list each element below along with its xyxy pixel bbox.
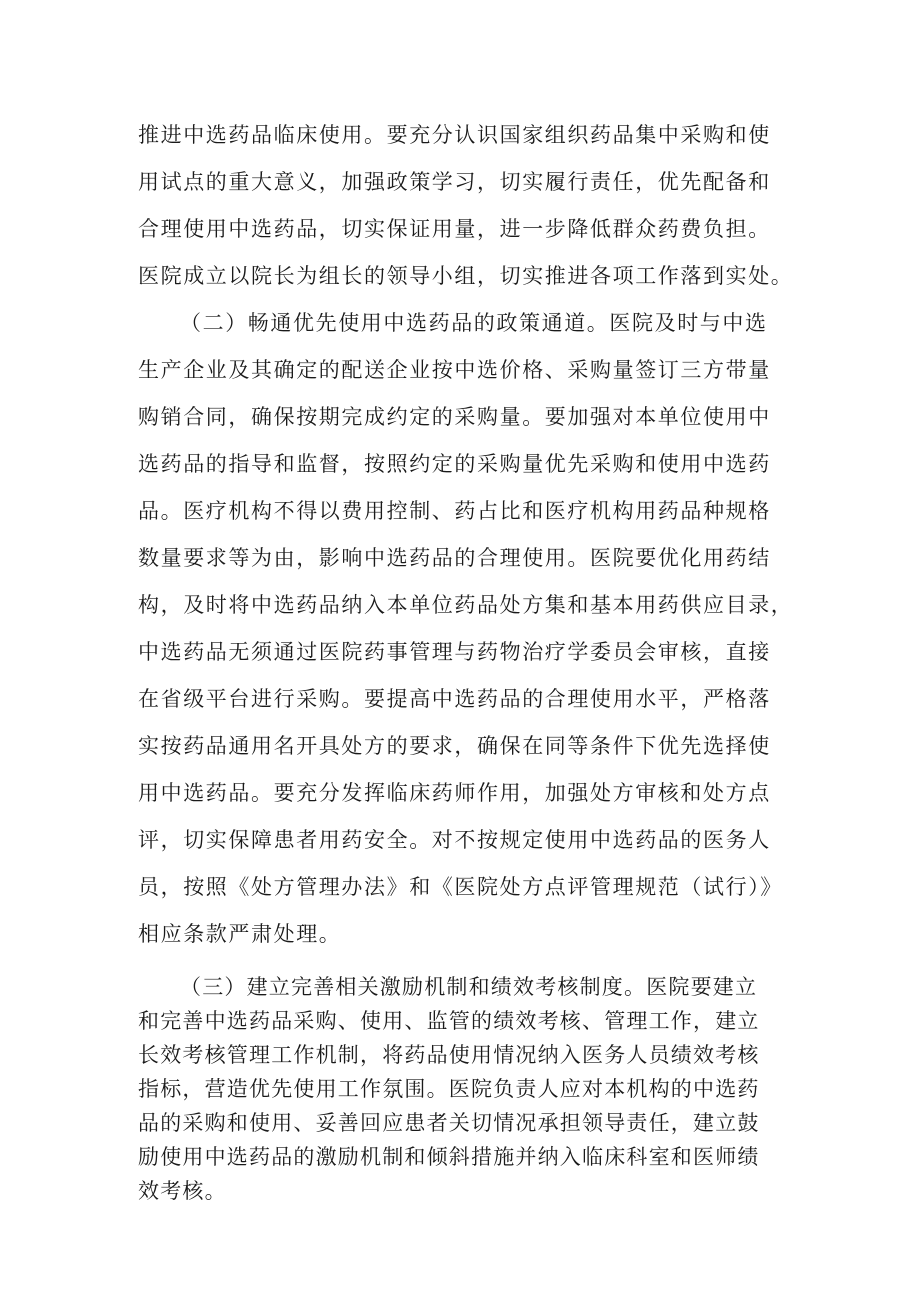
- paragraph-line: 品的采购和使用、妥善回应患者关切情况承担领导责任，建立鼓: [138, 1111, 760, 1135]
- paragraph-line: 实按药品通用名开具处方的要求，确保在同等条件下优先选择使: [138, 734, 771, 758]
- paragraph-spacer: [138, 958, 798, 970]
- paragraph-line: 中选药品无须通过医院药事管理与药物治疗学委员会审核，直接: [138, 640, 771, 664]
- paragraph-line: 励使用中选药品的激励机制和倾斜措施并纳入临床科室和医师绩: [138, 1145, 760, 1169]
- paragraph-line: 相应条款严肃处理。: [138, 922, 342, 946]
- paragraph-1: [138, 112, 798, 300]
- document-page: [138, 112, 798, 1208]
- paragraph-line: 长效考核管理工作机制，将药品使用情况纳入医务人员绩效考核: [138, 1043, 760, 1067]
- paragraph-line: 推进中选药品临床使用。要充分认识国家组织药品集中采购和使: [138, 123, 771, 147]
- paragraph-line: 用试点的重大意义，加强政策学习，切实履行责任，优先配备和: [138, 170, 771, 194]
- paragraph-line: 评，切实保障患者用药安全。对不按规定使用中选药品的医务人: [138, 828, 771, 852]
- paragraph-line: 合理使用中选药品，切实保证用量，进一步降低群众药费负担。: [138, 217, 771, 241]
- paragraph-line: 构，及时将中选药品纳入本单位药品处方集和基本用药供应目录，: [138, 593, 794, 617]
- paragraph-line: 选药品的指导和监督，按照约定的采购量优先采购和使用中选药: [138, 452, 771, 476]
- paragraph-line: 数量要求等为由，影响中选药品的合理使用。医院要优化用药结: [138, 546, 771, 570]
- paragraph-2: [138, 300, 798, 958]
- paragraph-3: [138, 970, 798, 1208]
- paragraph-line: 指标，营造优先使用工作氛围。医院负责人应对本机构的中选药: [138, 1077, 760, 1101]
- paragraph-line: （二）畅通优先使用中选药品的政策通道。医院及时与中选: [180, 311, 768, 335]
- paragraph-line: 生产企业及其确定的配送企业按中选价格、采购量签订三方带量: [138, 358, 771, 382]
- paragraph-line: 品。医疗机构不得以费用控制、药占比和医疗机构用药品种规格: [138, 499, 771, 523]
- paragraph-line: 用中选药品。要充分发挥临床药师作用，加强处方审核和处方点: [138, 781, 771, 805]
- paragraph-line: 购销合同，确保按期完成约定的采购量。要加强对本单位使用中: [138, 405, 771, 429]
- paragraph-line: 员，按照《处方管理办法》和《医院处方点评管理规范（试行）》: [138, 875, 783, 899]
- paragraph-line: 效考核。: [138, 1179, 227, 1203]
- paragraph-line: （三）建立完善相关激励机制和绩效考核制度。医院要建立: [180, 975, 758, 999]
- paragraph-line: 医院成立以院长为组长的领导小组，切实推进各项工作落到实处。: [138, 264, 794, 288]
- paragraph-line: 在省级平台进行采购。要提高中选药品的合理使用水平，严格落: [138, 687, 771, 711]
- paragraph-line: 和完善中选药品采购、使用、监管的绩效考核、管理工作，建立: [138, 1009, 760, 1033]
